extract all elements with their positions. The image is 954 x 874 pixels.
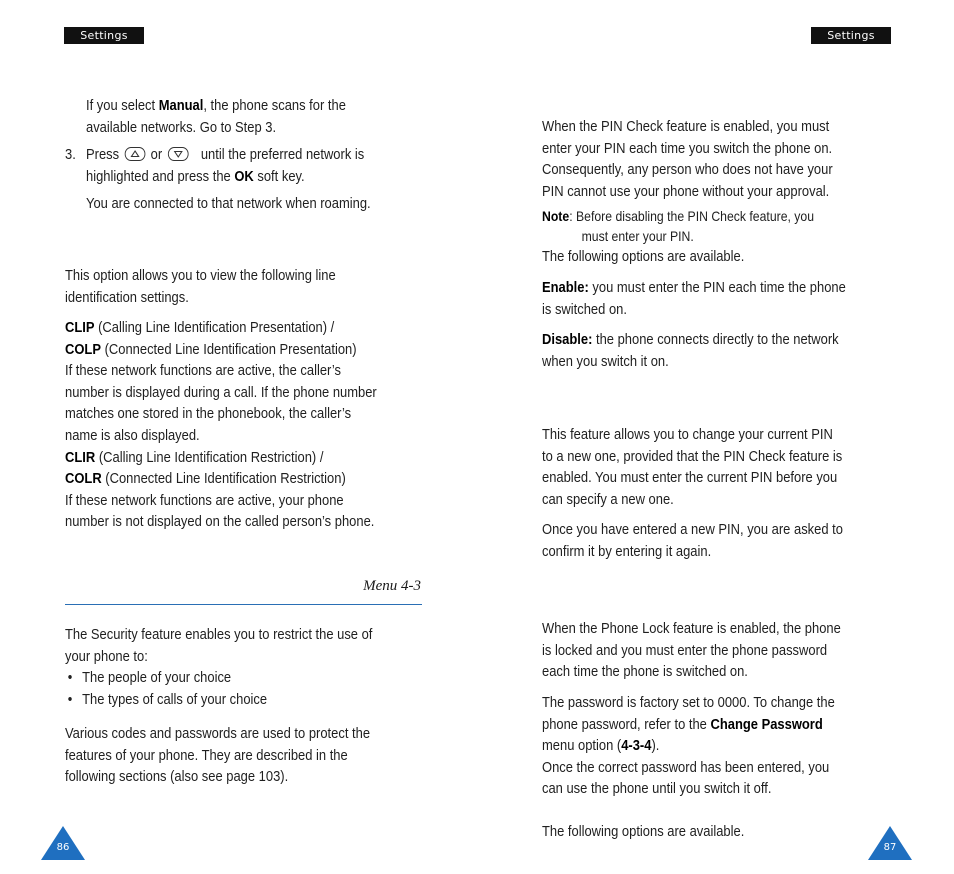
menu-reference: Menu 4-3 <box>363 578 421 594</box>
pin-check-paragraph: When the PIN Check feature is enabled, you must enter your PIN each time you switch the phone on. Consequently, any person who does not have your PIN cannot use your phone without your approval. <box>542 119 833 200</box>
step-3-text: Press or until the preferred network is highlighted and press the OK soft key. <box>86 147 365 185</box>
down-key-icon <box>168 147 189 161</box>
security-intro: The Security feature enables you to restrict the use of your phone to: • The people of your choice • The types of calls of your choice <box>65 625 372 711</box>
clip-colp-description: CLIP (Calling Line Identification Presentation) / COLP (Connected Line Identification Presentation) If these network functions are active, the caller’s number is displayed during a call. If the phone number matches one stored in the phonebook, the caller’s name is also displayed. CLIR (Calling Line Identification Restriction) / COLR (Connected Line Identification Restriction) If these network functions are active, your phone number is not displayed on the called person’s phone. <box>65 320 377 531</box>
password-paragraph: The password is factory set to 0000. To change the phone password, refer to the Change Password menu option (4-3-4). Once the correct password has been entered, you can use the phone until you switch it off. <box>542 695 835 798</box>
section-tab-right: Settings <box>811 27 891 44</box>
confirm-pin-paragraph: Once you have entered a new PIN, you are asked to confirm it by entering it again. <box>542 522 843 560</box>
options-label-2: The following options are available. <box>542 824 745 840</box>
manual-paragraph: If you select Manual, the phone scans for the available networks. Go to Step 3. <box>86 98 346 136</box>
roaming-note: You are connected to that network when roaming. <box>86 196 371 212</box>
list-item: • The types of calls of your choice <box>65 690 372 712</box>
page-number-right: 87 <box>883 842 897 853</box>
step-3-number: 3. <box>65 147 76 163</box>
pin-note: Note: Before disabling the PIN Check feature, you must enter your PIN. <box>542 209 815 245</box>
enable-option: Enable: you must enter the PIN each time the phone is switched on. <box>542 280 846 318</box>
change-pin-paragraph: This feature allows you to change your current PIN to a new one, provided that the PIN Check feature is enabled. You must enter the current PIN before you can specify a new one. <box>542 427 843 508</box>
disable-option: Disable: the phone connects directly to the network when you switch it on. <box>542 332 839 370</box>
up-key-icon <box>125 147 146 161</box>
page-number-left: 86 <box>56 842 70 853</box>
security-bullet-list <box>65 668 372 711</box>
section-tab-left: Settings <box>64 27 144 44</box>
options-label-1: The following options are available. <box>542 249 745 265</box>
codes-paragraph: Various codes and passwords are used to protect the features of your phone. They are described in the following sections (also see page 103). <box>65 726 371 786</box>
list-item: • The people of your choice <box>65 668 372 690</box>
line-id-intro: This option allows you to view the following line identification settings. <box>65 268 336 306</box>
section-divider <box>65 604 422 605</box>
phone-lock-paragraph: When the Phone Lock feature is enabled, the phone is locked and you must enter the phone password each time the phone is switched on. <box>542 621 841 681</box>
